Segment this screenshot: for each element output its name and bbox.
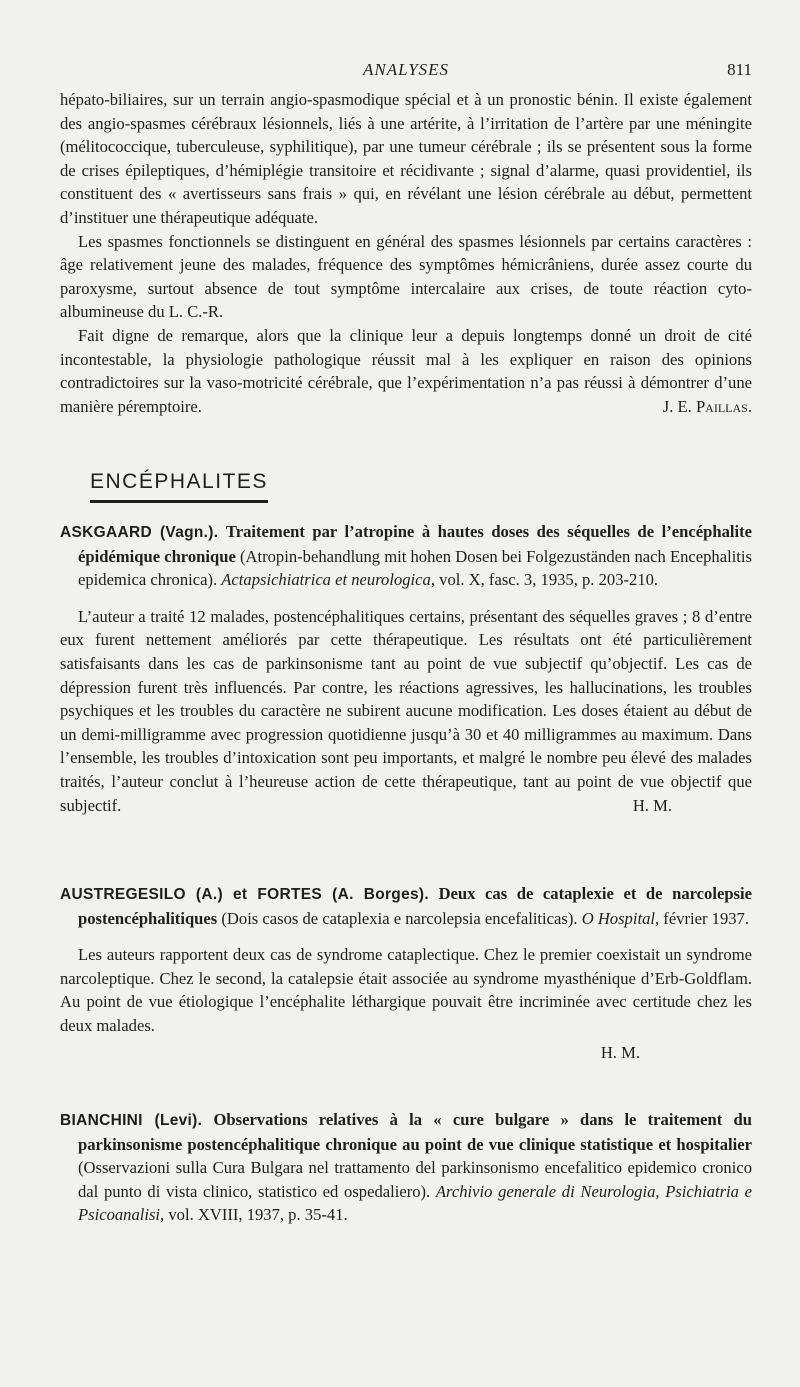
page-number: 811 [727, 60, 752, 79]
entry-author: BIANCHINI (Levi). [60, 1112, 203, 1129]
intro-paragraph-3 [60, 324, 752, 418]
entry-askgaard [60, 520, 752, 817]
entry-heading [60, 520, 752, 592]
entry-journal: O Hospital, [581, 908, 660, 928]
intro-paragraph-1: hépato-biliaires, sur un terrain angio-spasmodique spécial et à un pronostic bénin. Il existe également des angio-spasmes cérébraux lésionnels, liés à une artérite, à l’irritation de l’artère par une méningite (mélitococcique, tuberculeuse, syphilitique), par une tumeur cérébrale ; ils se présentent sous la forme de crises épileptiques, d’hémiplégie transitoire et récidivante ; signal d’alarme, quasi providentiel, ils constituent des « avertisseurs sans frais » qui, en révélant une lésion cérébrale au début, permettent d’instituer une thérapeutique adéquate. [60, 90, 752, 227]
entry-body [60, 605, 752, 817]
entry-author: ASKGAARD (Vagn.). [60, 524, 219, 541]
entry-citation: (Osservazioni sulla Cura Bulgara nel trattamento del parkinsonismo encefalitico epidemico cronico dal punto di vista clinico, statistico ed ospedaliero). [78, 1158, 752, 1201]
entry-body-text: L’auteur a traité 12 malades, postencéphalitiques certains, présentant des séquelles graves ; 8 d’entre eux furent nettement améliorés par cette thérapeutique. Les résultats ont été particulièrement satisfaisants dans les cas de parkinsonisme tant au point de vue subjectif qu’objectif. Les cas de dépression furent très influencés. Par contre, les réactions agressives, les hallucinations, les troubles psychiques et les troubles du caractère ne subirent aucune modification. Les doses étaient au début de un demi-milligramme avec progression quotidienne jusqu’à 30 et 40 milligrammes au maximum. Dans l’ensemble, les troubles d’intoxication sont peu importants, et malgré le nombre peu élevé des malades traités, l’auteur conclut à l’heureuse action de cette thérapeutique, tant au point de vue objectif que subjectif. [60, 606, 752, 815]
entry-journal: Archivio generale di Neurologia, Psichiatria e Psicoanalisi, [78, 1181, 752, 1225]
entry-title: Deux cas de cataplexie et de narcolepsie postencéphalitiques [78, 884, 752, 928]
entry-citation: (Atropin-behandlung mit hohen Dosen bei Folgezuständen nach Encephalitis epidemica chronica). [78, 546, 752, 590]
entry-austregesilo [60, 882, 752, 1064]
entry-body: Les auteurs rapportent deux cas de syndrome cataplectique. Chez le premier coexistait un syndrome narcoleptique. Chez le second, la catalepsie était associée au syndrome myasthénique d’Erb-Goldflam. Au point de vue étiologique l’encéphalite léthargique pouvait être incriminée avec certitude chez les deux malades. [60, 945, 752, 1035]
entry-journal: Actapsichiatrica et neurologica, [221, 570, 435, 590]
intro-paragraph-2: Les spasmes fonctionnels se distinguent en général des spasmes lésionnels par certains caractères : âge relativement jeune des malades, fréquence des symptômes hémicrâniens, durée assez courte du paroxysme, surtout absence de tout symptôme intercalaire aux crises, de toute réaction cyto-albumineuse du L. C.-R. [60, 231, 752, 322]
entry-citation: (Dois casos de cataplexia e narcolepsia encefaliticas). [221, 908, 578, 928]
entry-reference: février 1937. [663, 908, 749, 928]
entry-author: AUSTREGESILO (A.) et FORTES (A. Borges). [60, 886, 429, 903]
entry-heading [60, 882, 752, 930]
section-title: ENCÉPHALITES [90, 470, 268, 503]
intro-paragraph-3-text: Fait digne de remarque, alors que la clinique leur a depuis longtemps donné un droit de cité incontestable, la physiologie pathologique réussit mal à les expliquer en raison des opinions contradictoires sur la vaso-motricité cérébrale, que l’expérimentation n’a pas réussi à démontrer d’une manière péremptoire. [60, 325, 752, 416]
running-header [60, 60, 752, 82]
entry-bianchini [60, 1108, 752, 1227]
entry-heading [60, 1108, 752, 1227]
intro-signature: J. E. Paillas. [662, 396, 752, 416]
entry-reference: vol. XVIII, 1937, p. 35-41. [168, 1205, 348, 1225]
entry-signature: H. M. [600, 1042, 640, 1062]
entry-title: Observations relatives à la « cure bulgare » dans le traitement du parkinsonisme postencéphalitique chronique au point de vue clinique statistique et hospitalier [78, 1110, 752, 1154]
running-title: ANALYSES [362, 60, 450, 79]
intro-continuation [60, 88, 752, 418]
entry-signature: H. M. [632, 795, 672, 815]
entry-title: Traitement par l’atropine à hautes doses des séquelles de l’encéphalite épidémique chronique [78, 522, 752, 566]
entry-reference: vol. X, fasc. 3, 1935, p. 203-210. [439, 570, 659, 590]
